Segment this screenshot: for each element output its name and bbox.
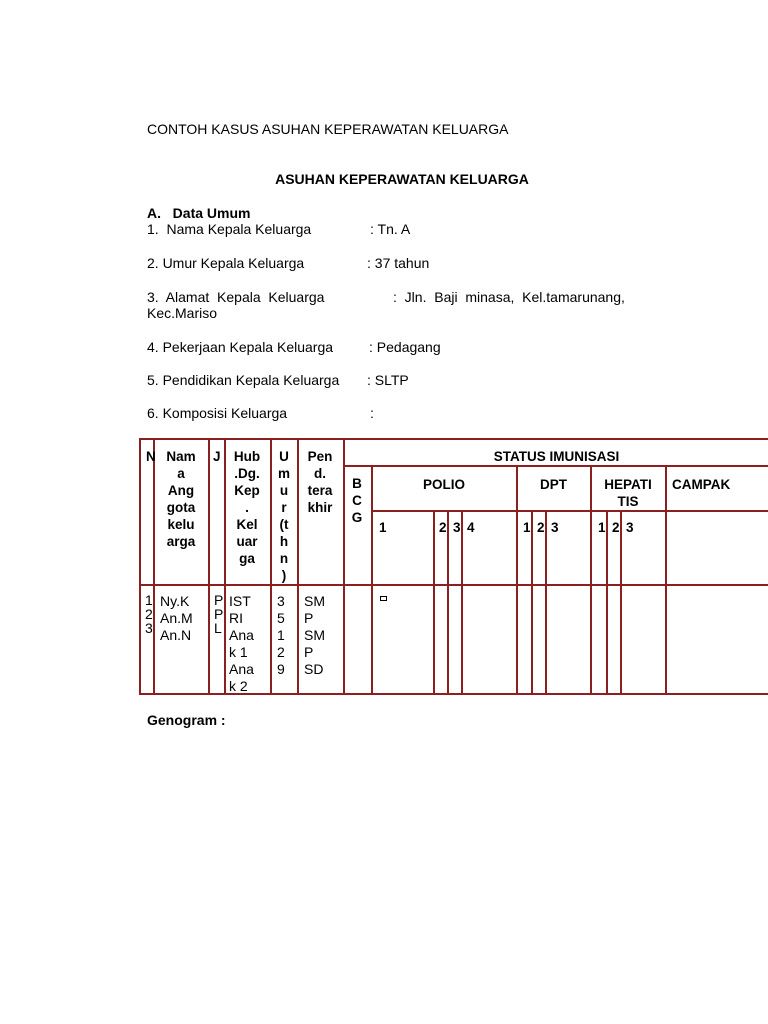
item-value-alamat: : Jln. Baji minasa, Kel.tamarunang,: [393, 289, 625, 305]
document-title: ASUHAN KEPERAWATAN KELUARGA: [275, 171, 529, 187]
header-polio: POLIO: [422, 477, 465, 492]
item-label-umur: 2. Umur Kepala Keluarga: [147, 255, 305, 271]
header-dpt: DPT: [540, 477, 567, 492]
item-value-pendidikan: : SLTP: [367, 372, 409, 388]
dpt-dose-3: 3: [551, 520, 559, 535]
header-pendidikan: Pen d. tera khir: [307, 449, 333, 515]
item-value-pekerjaan: : Pedagang: [369, 339, 441, 355]
header-bcg: B C G: [351, 476, 363, 525]
item-label-alamat: 3. Alamat Kepala Keluarga: [147, 289, 325, 305]
item-value-umur: : 37 tahun: [367, 255, 430, 271]
dpt-dose-1: 1: [523, 520, 531, 535]
item-value-nama: : Tn. A: [370, 221, 411, 237]
item-label-pendidikan: 5. Pendidikan Kepala Keluarga: [147, 372, 340, 388]
header-campak: CAMPAK: [672, 477, 731, 492]
header-nama: Nam a Ang gota kelu arga: [166, 449, 196, 549]
hep-dose-3: 3: [626, 520, 634, 535]
item-value-komposisi: :: [370, 405, 374, 421]
item-value-alamat-cont: Kec.Mariso: [147, 305, 218, 321]
item-label-nama: 1. Nama Kepala Keluarga: [147, 221, 312, 237]
item-label-komposisi: 6. Komposisi Keluarga: [147, 405, 288, 421]
genogram-label: Genogram :: [147, 712, 226, 728]
check-mark-icon: [380, 596, 387, 601]
header-hubungan: Hub .Dg. Kep . Kel uar ga: [233, 449, 261, 566]
body-no: 1 2 3: [145, 593, 153, 635]
body-pendidikan: SM P SM P SD: [304, 593, 325, 677]
polio-dose-4: 4: [467, 520, 475, 535]
dpt-dose-2: 2: [537, 520, 545, 535]
polio-dose-2: 2: [439, 520, 447, 535]
body-hubungan: IST RI Ana k 1 Ana k 2: [229, 593, 254, 694]
document-heading: CONTOH KASUS ASUHAN KEPERAWATAN KELUARGA: [147, 121, 509, 137]
item-label-pekerjaan: 4. Pekerjaan Kepala Keluarga: [147, 339, 334, 355]
header-jk: J: [213, 449, 221, 464]
header-status-imunisasi: STATUS IMUNISASI: [493, 449, 620, 464]
body-umur: 3 5 1 2 9: [277, 593, 285, 677]
body-nama: Ny.K An.M An.N: [160, 593, 193, 643]
hep-dose-2: 2: [612, 520, 620, 535]
header-hepatitis: HEPATI TIS: [604, 477, 652, 509]
polio-dose-3: 3: [453, 520, 461, 535]
section-a-heading: A. Data Umum: [147, 205, 251, 221]
polio-dose-1: 1: [379, 520, 387, 535]
header-umur: U m u r (t h n ): [277, 449, 290, 583]
body-jk: P P L: [214, 593, 224, 635]
hep-dose-1: 1: [598, 520, 606, 535]
header-no: N: [146, 449, 156, 464]
